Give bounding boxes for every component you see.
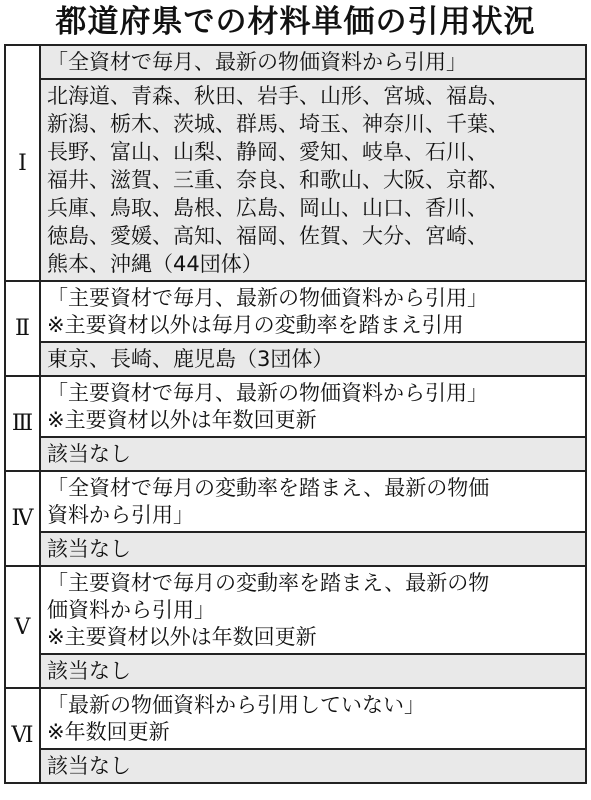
table-row xyxy=(5,281,586,376)
table-row xyxy=(5,471,586,566)
category-numeral: Ⅱ xyxy=(5,281,40,376)
category-description: 「主要資材で毎月の変動率を踏まえ、最新の物 価資料から引用」 ※主要資材以外は年数回更新 xyxy=(41,567,585,653)
category-description: 「全資材で毎月、最新の物価資料から引用」 xyxy=(41,46,585,78)
prefecture-list: 該当なし xyxy=(41,748,585,782)
page-title: 都道府県での材料単価の引用状況 xyxy=(55,4,536,40)
table-row xyxy=(5,688,586,783)
table-row xyxy=(5,376,586,471)
category-description: 「主要資材で毎月、最新の物価資料から引用」 ※主要資材以外は年数回更新 xyxy=(41,377,585,436)
category-description: 「主要資材で毎月、最新の物価資料から引用」 ※主要資材以外は毎月の変動率を踏まえ引用 xyxy=(41,282,585,341)
category-description: 「全資材で毎月の変動率を踏まえ、最新の物価 資料から引用」 xyxy=(41,472,585,531)
category-numeral: Ⅰ xyxy=(5,45,40,281)
prefecture-list: 該当なし xyxy=(41,531,585,565)
table-row xyxy=(5,45,586,281)
prefecture-list: 東京、長崎、鹿児島（3団体） xyxy=(41,341,585,375)
table-row xyxy=(5,566,586,688)
prefecture-list: 該当なし xyxy=(41,653,585,687)
prefecture-list: 北海道、青森、秋田、岩手、山形、宮城、福島、 新潟、栃木、茨城、群馬、埼玉、神奈川、千葉、 長野、富山、山梨、静岡、愛知、岐阜、石川、 福井、滋賀、三重、奈良、和歌山、大阪、京都、 兵庫、鳥取、島根、広島、岡山、山口、香川、 徳島、愛媛、高知、福岡、佐賀、大分、宮崎、 熊本、沖縄（44団体） xyxy=(41,78,585,280)
category-numeral: Ⅵ xyxy=(5,688,40,783)
status-table xyxy=(4,44,587,784)
category-description: 「最新の物価資料から引用していない」 ※年数回更新 xyxy=(41,689,585,748)
category-numeral: Ⅲ xyxy=(5,376,40,471)
category-numeral: Ⅳ xyxy=(5,471,40,566)
prefecture-list: 該当なし xyxy=(41,436,585,470)
category-numeral: Ⅴ xyxy=(5,566,40,688)
